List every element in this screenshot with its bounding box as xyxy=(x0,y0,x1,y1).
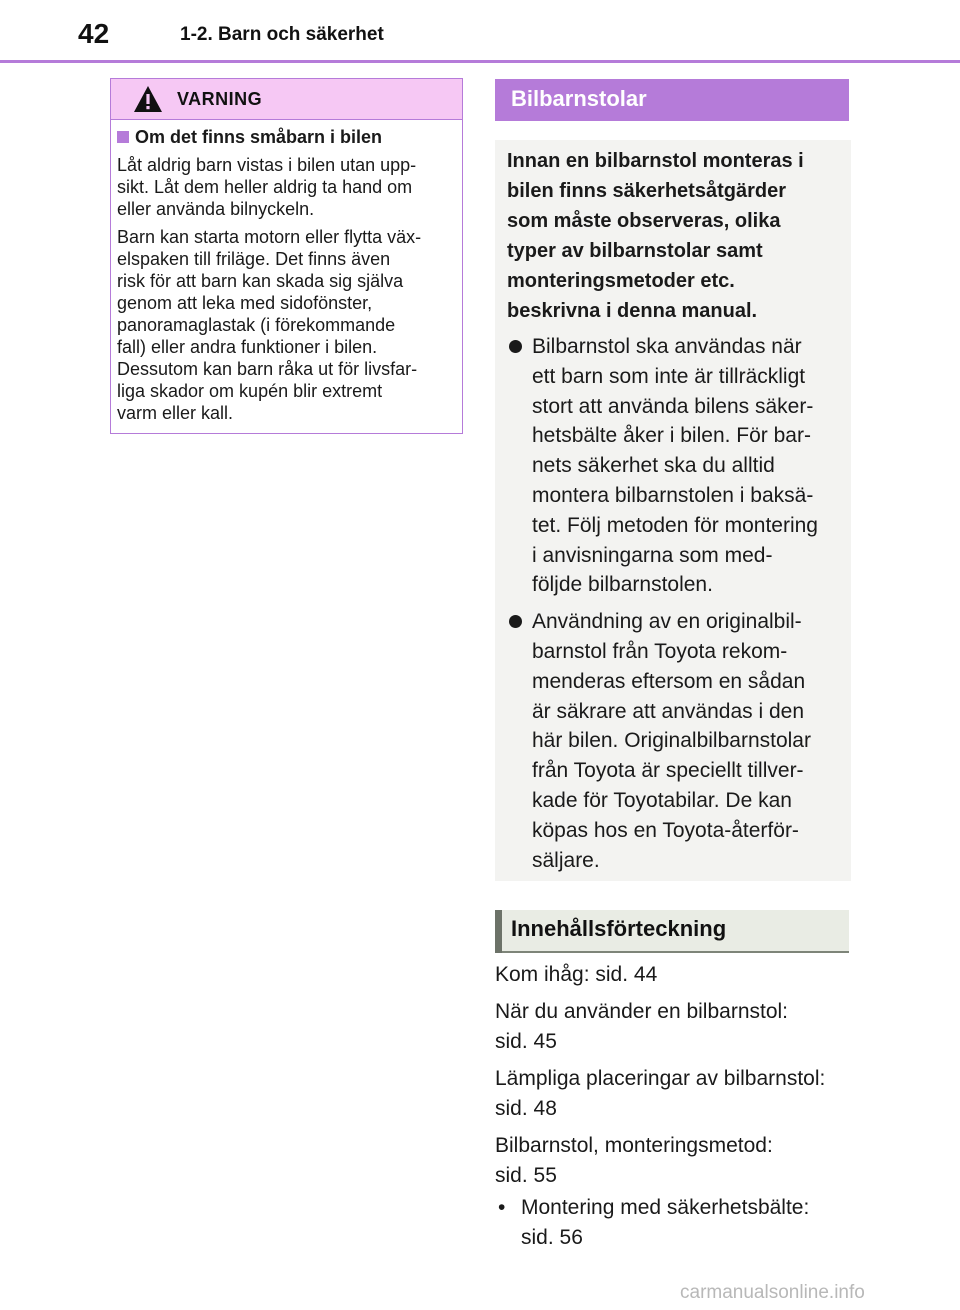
list-item-text: Användning av en originalbil- barnstol från Toyota rekom- menderas eftersom en sådan är säkrare att användas i den här bilen. Originalbilbarnstolar från Toyota är speciellt tillver- kade för Toyotabilar. De kan köpas hos en Toyota-återför- säljare. xyxy=(532,610,811,872)
toc-sub-entry xyxy=(495,1193,855,1253)
warning-subheading-text: Om det finns småbarn i bilen xyxy=(135,127,383,147)
list-item-text: Bilbarnstol ska användas när ett barn som inte är tillräckligt stort att använda bilens säker- hetsbälte åker i bilen. För bar- nets säkerhet ska du alltid montera bilbarnstolen i baksä- tet. Följ metoden för montering i anvisningarna som med- följde bilbarnstolen. xyxy=(532,335,818,597)
list-item xyxy=(507,607,835,875)
toc-sub-entry-text: Montering med säkerhetsbälte: sid. 56 xyxy=(521,1196,810,1249)
toc-entry: Kom ihåg: sid. 44 xyxy=(495,963,658,986)
toc-list xyxy=(495,960,855,1253)
section-title: Bilbarnstolar xyxy=(511,86,647,111)
round-bullet-icon xyxy=(509,615,522,628)
warning-body xyxy=(111,120,462,424)
warning-header xyxy=(111,79,462,120)
warning-box xyxy=(110,78,463,434)
info-box xyxy=(495,140,851,881)
warning-paragraph: Låt aldrig barn vistas i bilen utan upp- sikt. Låt dem heller aldrig ta hand om eller använda bilnyckeln. xyxy=(117,155,417,219)
toc-title: Innehållsförteckning xyxy=(511,916,727,941)
square-bullet-icon xyxy=(117,131,129,143)
header-rule xyxy=(0,60,960,63)
section-title-bar xyxy=(495,79,849,121)
list-item xyxy=(507,332,835,600)
warning-triangle-icon xyxy=(133,85,163,113)
round-bullet-icon xyxy=(509,340,522,353)
toc-entry: När du använder en bilbarnstol: sid. 45 xyxy=(495,1000,789,1053)
dot-bullet: • xyxy=(498,1196,506,1219)
toc-entry: Lämpliga placeringar av bilbarnstol: sid. 48 xyxy=(495,1067,826,1120)
warning-paragraph: Barn kan starta motorn eller flytta väx- elspaken till friläge. Det finns även risk för att barn kan skada sig själva genom att leka med sidofönster, panoramaglastak (i förekommande fall) eller andra funktioner i bilen. Dessutom kan barn råka ut för livsfar- liga skador om kupén blir extremt varm eller kall. xyxy=(117,227,422,423)
toc-entry: Bilbarnstol, monteringsmetod: sid. 55 xyxy=(495,1134,773,1187)
toc-title-bar xyxy=(495,910,849,953)
page-header xyxy=(0,0,960,64)
toc-accent xyxy=(495,910,502,953)
intro-text: Innan en bilbarnstol monteras i bilen finns säkerhetsåtgärder som måste observeras, olika typer av bilbarnstolar samt monteringsmetoder etc. beskrivna i denna manual. xyxy=(507,150,804,322)
chapter-title: 1-2. Barn och säkerhet xyxy=(180,24,384,45)
warning-subheading xyxy=(117,126,454,148)
page-number: 42 xyxy=(78,18,110,49)
warning-title: VARNING xyxy=(177,89,263,109)
watermark: carmanualsonline.info xyxy=(680,1282,865,1303)
